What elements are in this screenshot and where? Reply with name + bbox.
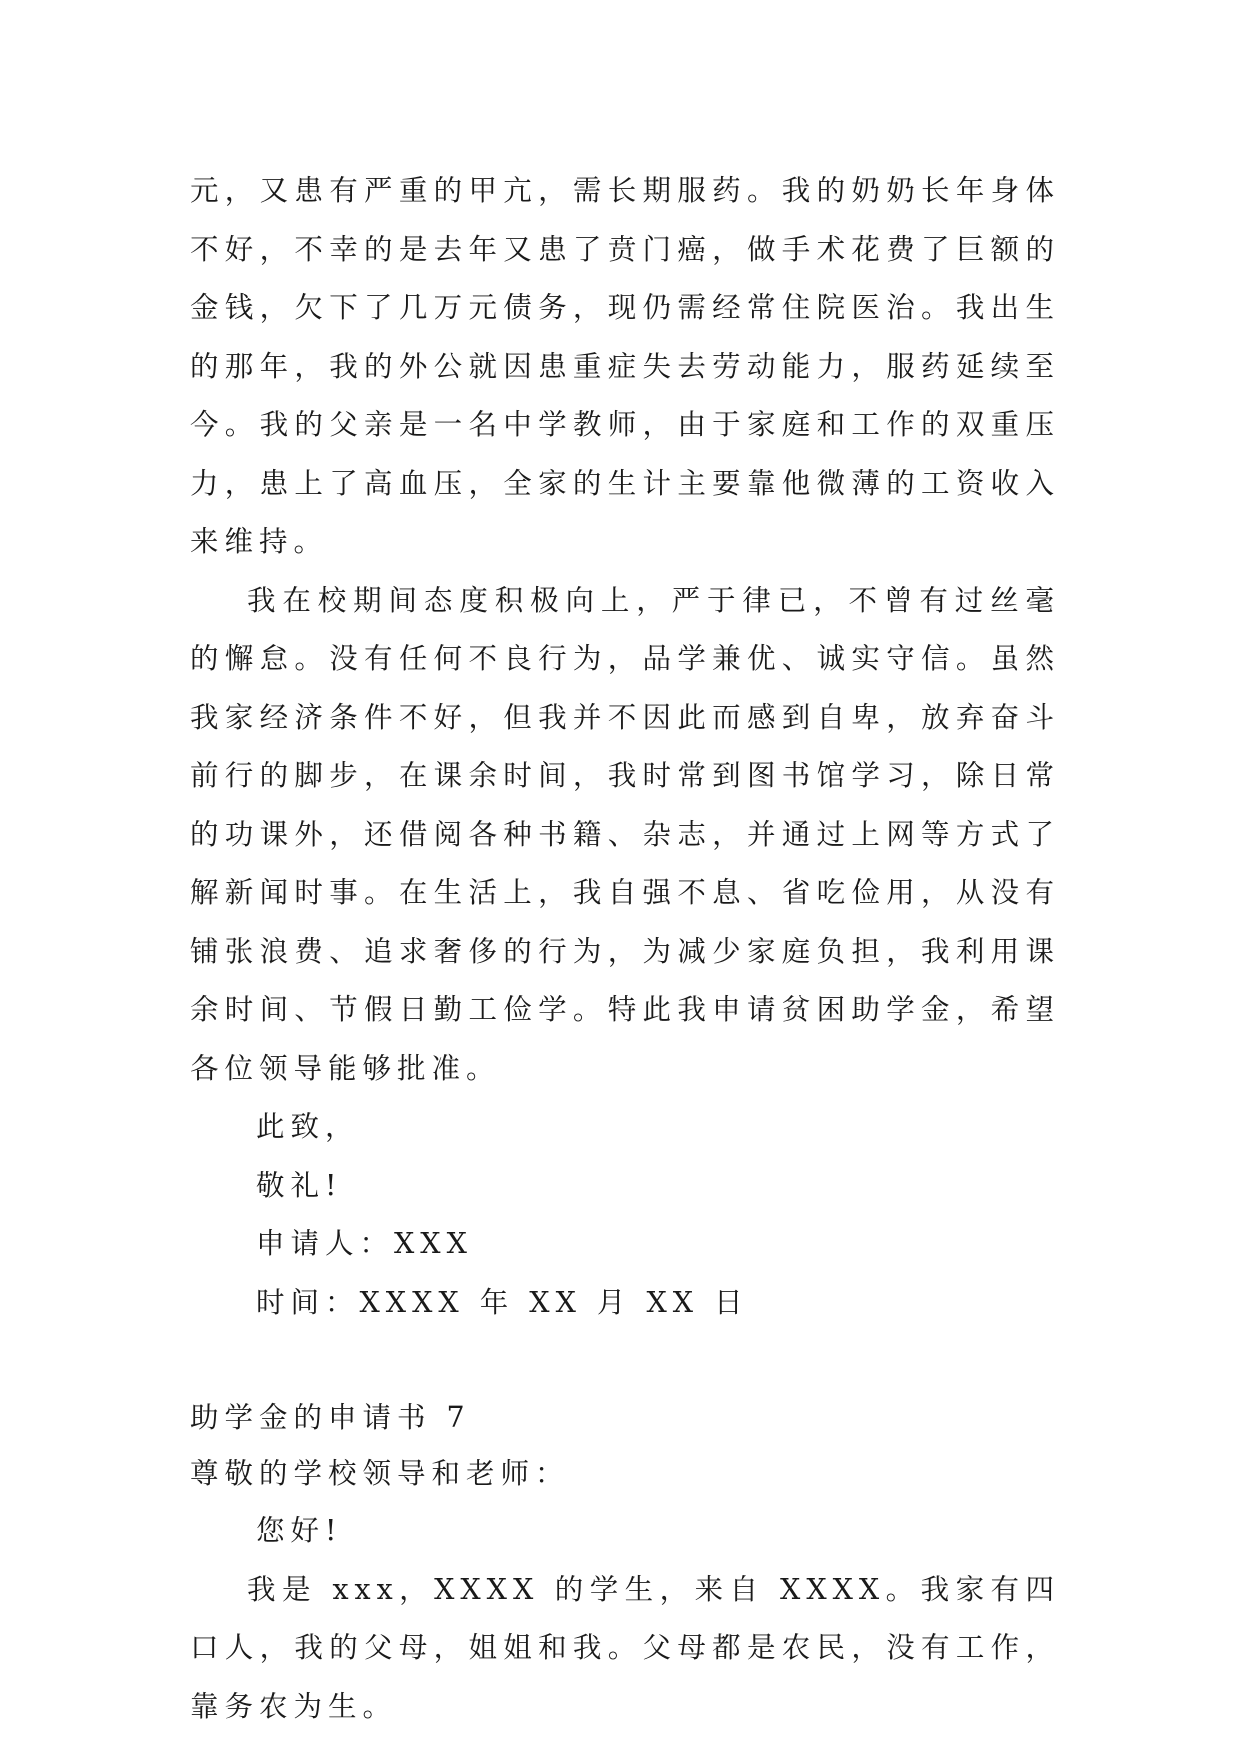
intro-paragraph: 我是 xxx，XXXX 的学生，来自 XXXX。我家有四口人，我的父母，姐姐和我。父母都是农民，没有工作，靠务农为生。	[190, 1572, 1060, 1723]
paragraph-study-conduct: 我在校期间态度积极向上，严于律已，不曾有过丝毫的懈怠。没有任何不良行为，品学兼优、诚实守信。虽然我家经济条件不好，但我并不因此而感到自卑，放弃奋斗前行的脚步，在课余时间，我时常到图书馆学习，除日常的功课外，还借阅各种书籍、杂志，并通过上网等方式了解新闻时事。在生活上，我自强不息、省吃俭用，从没有铺张浪费、追求奢侈的行为，为减少家庭负担，我利用课余时间、节假日勤工俭学。特此我申请贫困助学金，希望各位领导能够批准。	[190, 583, 1060, 1085]
paragraph-family-situation: 元，又患有严重的甲亢，需长期服药。我的奶奶长年身体不好，不幸的是去年又患了贲门癌，做手术花费了巨额的金钱，欠下了几万元债务，现仍需经常住院医治。我出生的那年，我的外公就因患重症失去劳动能力，服药延续至今。我的父亲是一名中学教师，由于家庭和工作的双重压力，患上了高血压，全家的生计主要靠他微薄的工资收入来维持。	[190, 174, 1060, 558]
closing-salutation: 此致，	[256, 1110, 360, 1143]
section-spacer	[190, 1332, 1060, 1390]
section-title: 助学金的申请书 7	[190, 1401, 471, 1434]
applicant-signature: 申请人：XXX	[256, 1227, 473, 1260]
addressee-line: 尊敬的学校领导和老师：	[190, 1457, 570, 1490]
closing-regards: 敬礼!	[256, 1168, 343, 1202]
document-body	[190, 162, 1060, 1736]
application-date: 时间：XXXX 年 XX 月 XX 日	[256, 1285, 749, 1319]
greeting-line: 您好!	[256, 1514, 343, 1547]
